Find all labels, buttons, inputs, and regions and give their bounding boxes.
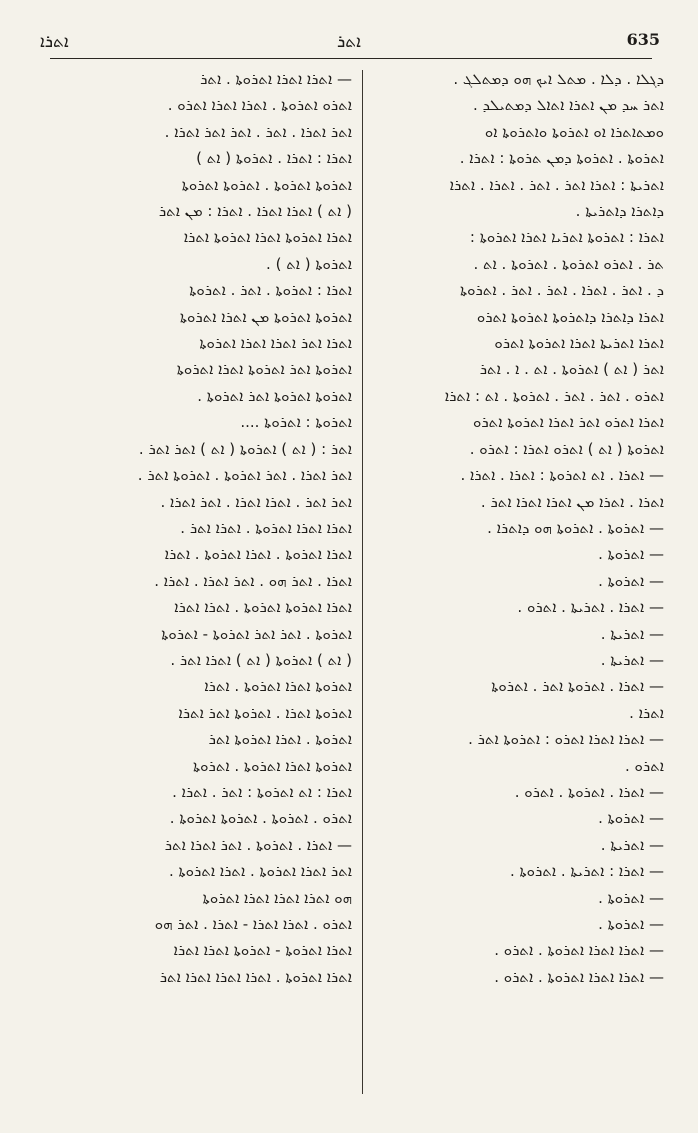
page-number: 635 bbox=[626, 30, 660, 49]
text-line: ܐܬܪܘܬܐ ( ܐܬ ) . bbox=[266, 254, 352, 273]
text-line: ܐܬܪܝܬܐ : ܐܬܪܐ ܐܬܪ . ܐܬܪ . ܐܬܪܐ . ܐܬܪܐ bbox=[449, 175, 664, 194]
text-line: ܐܬܪ ܐܬܪ . ܐܬܪܐ ܐܬܪܐ . ܐܬܪ ܐܬܪܐ . bbox=[160, 492, 352, 511]
text-line: ܐܬܪܐ . bbox=[629, 703, 664, 722]
text-line: ܕ . ܐܬܪ . ܐܬܪܐ . ܐܬܪ . ܐܬܪ . ܐܬܪܘܬܐ bbox=[459, 281, 664, 300]
text-line: ܗܘ ܐܬܪܐ ܐܬܪܐ ܐܬܪܐ ܐܬܪܘܬܐ bbox=[202, 888, 352, 907]
text-line: ܬܪ . ܐܬܪܘ ܐܬܪܘܬܐ . ܐܬܪܘܬܐ . ܐܬ . bbox=[473, 254, 664, 273]
text-line: ܐܬܪܐ . ܐܬܪ ܗܘ . ܐܬܪ ܐܬܪܐ . ܐܬܪܐ . bbox=[154, 571, 352, 590]
text-line: ܐܬܪܘܬܐ ( ܐܬ ) ܐܬܪܘ ܐܬܪܐ : ܐܬܪܘ . bbox=[469, 439, 664, 458]
text-line: ܕܓܠܐ . ܕܠܐ . ܡܬܠ ܐܝܟ ܗܘ ܕܡܬܠܓ . bbox=[453, 70, 664, 88]
text-line: ܐܬܪܘܬܐ ܐܬܪܐ ܐܬܪܘܬܐ . ܐܬܪܐ bbox=[204, 677, 352, 696]
text-line: — ܐܬܪܘܬܐ . bbox=[598, 888, 664, 907]
text-line: — ܐܬܪܘܬܐ . bbox=[598, 809, 664, 828]
text-line: ܐܬܪܐ ܐܬܪ ܐܬܪܐ ܐܬܪܐ ܐܬܪܘܬܐ bbox=[199, 334, 352, 353]
text-line: — ܐܬܪܐ : ܐܬܪܝܬܐ . ܐܬܪܘܬܐ . bbox=[509, 862, 664, 881]
text-line: ܐܬܪܘܬܐ ܐܬܪܘܬܐ ܡܢ ܐܬܪܐ ܐܬܪܘܬܐ bbox=[179, 307, 352, 326]
text-line: ܐܬܪܐ ܐܬܪܘܬܐ ܐܬܪܐ ܐܬܪܘܬܐ ܐܬܪܐ bbox=[183, 228, 352, 247]
text-line: — ܐܬܪܐ . ܐܬܪܘܬܐ ܐܬܪ . ܐܬܪܘܬܐ bbox=[491, 677, 664, 696]
text-line: ܐܬܪ ܐܬܪܐ . ܐܬܪ ܐܬܪܘܬܐ . ܐܬܪܘܬܐ ܐܬܪ . bbox=[137, 466, 352, 485]
text-line: ܐܬܪܘ . ܐܬܪܐ ܐܬܪܐ - ܐܬܪܐ . ܐܬܪ ܗܘ bbox=[154, 915, 352, 933]
text-line: — ܐܬܪܐ ܐܬܪܐ ܐܬܪܘܬܐ . ܐܬܪܘ . bbox=[494, 967, 664, 986]
right-text-column bbox=[374, 66, 664, 1106]
text-line: ܐܬܪܘܬܐ ܐܬܪܐ ܐܬܪܘܬܐ . ܐܬܪܘܬܐ bbox=[193, 756, 352, 775]
center-running-head: ܐܬܪ bbox=[337, 32, 361, 52]
text-line: ܐܬܪܐ ܐܬܪܝܬܐ ܐܬܪܐ ܐܬܪܘܬܐ ܐܬܪܘ bbox=[494, 334, 664, 353]
text-line: — ܐܬܪܐ . ܐܬܪܘܬܐ . ܐܬܪܘ . bbox=[514, 782, 664, 801]
text-line: ( ܐܬ ) ܐܬܪܘܬܐ ( ܐܬ ) ܐܬܪܐ ܐܬܪ . bbox=[170, 650, 352, 669]
header-rule bbox=[50, 58, 652, 59]
text-line: ܐܬܪܐ ܐܬܪܘܬܐ . ܐܬܪܐ ܐܬܪܐ ܐܬܪܐ ܐܬܪ bbox=[159, 967, 352, 986]
text-line: ܐܬܪܐ ܐܬܪܘܬܐ - ܐܬܪܘܬܐ ܐܬܪܐ ܐܬܪܐ bbox=[173, 941, 352, 960]
left-running-head: ܐܬܪܐ bbox=[40, 32, 69, 52]
text-line: — ܐܬܪܐ ܐܬܪܐ ܐܬܪܘܬܐ . ܐܬܪܘ . bbox=[494, 941, 664, 960]
text-line: ܐܬܪܘܬܐ ܐܬܪ ܐܬܪܘܬܐ ܐܬܪܐ ܐܬܪܘܬܐ bbox=[176, 360, 352, 379]
column-divider bbox=[362, 70, 363, 1094]
text-line: — ܐܬܪܐ . ܐܬܪܝܬܐ . ܐܬܪܘ . bbox=[517, 598, 664, 617]
left-text-column bbox=[56, 66, 352, 1106]
text-line: ܐܬܪܐ : ܐܬܪܐ . ܐܬܪܘܬܐ ( ܐܬ ) bbox=[196, 149, 352, 168]
text-line: ܐܬܪܐ ܕܐܬܪܐ ܕܐܬܪܘܬܐ ܐܬܪܘܬܐ ܐܬܪܘ bbox=[476, 307, 664, 326]
text-line: ܐܬܪܐ . ܐܬܪܐ ܡܢ ܐܬܪܐ ܐܬܪܐ ܐܬܪ . bbox=[480, 492, 664, 511]
text-line: ܐܬܪܘܬܐ ܐܬܪܐ . ܐܬܪܘܬܐ ܐܬܪ ܐܬܪܐ bbox=[178, 703, 352, 722]
text-line: ܐܬܪܘܬܐ . ܐܬܪܘܬܐ ܕܡܢ ܬܪܘܬܐ : ܐܬܪܐ . bbox=[459, 149, 664, 168]
text-line: — ܐܬܪܘܬܐ . bbox=[598, 545, 664, 564]
text-line: ܐܬܪܐ : ܐܬܪܘܬܐ . ܐܬܪ . ܐܬܪܘܬܐ bbox=[189, 281, 352, 300]
text-line: — ܐܬܪܐ ܐܬܪܐ ܐܬܪܘ : ܐܬܪܘܬܐ ܐܬܪ . bbox=[468, 730, 664, 749]
text-line: ܐܬܪ ( ܐܬ ) ܐܬܪܘܬܐ . ܐܬ . ܐ . ܐܬܪ bbox=[479, 360, 664, 379]
text-line: ܕܐܬܪܐ ܕܐܬܪܝܬܐ . bbox=[575, 202, 664, 221]
text-line: — ܐܬܪܘܬܐ . bbox=[598, 915, 664, 933]
text-line: ܐܬܪܘܬܐ ܐܬܪܘܬܐ ܐܬܪ ܐܬܪܘܬܐ . bbox=[197, 386, 352, 405]
text-line: — ܐܬܪܝܬܐ . bbox=[600, 835, 664, 854]
text-line: ܐܬܪܘܬܐ . ܐܬܪܐ ܐܬܪܘܬܐ ܐܬܪ bbox=[208, 730, 352, 749]
text-line: — ܐܬܪܐ . ܐܬܪܘܬܐ . ܐܬܪ ܐܬܪܐ ܐܬܪ bbox=[164, 835, 352, 854]
text-line: ܐܬܪܐ : ܐܬ ܐܬܪܘܬܐ : ܐܬܪ . ܐܬܪܐ . bbox=[172, 782, 352, 801]
text-line: ܐܬܪܘܬܐ : ܐܬܪܘܬܐ .... bbox=[240, 413, 352, 432]
text-line: ( ܐܬ ) ܐܬܪܐ ܐܬܪܐ . ܐܬܪܐ : ܡܢ ܐܬܪ bbox=[158, 202, 352, 221]
text-line: ܐܬܪ ܐܬܪܐ ܐܬܪܘܬܐ . ܐܬܪܐ ܐܬܪܘܬܐ . bbox=[168, 862, 352, 881]
text-line: — ܐܬܪܝܬܐ . bbox=[600, 650, 664, 669]
text-line: — ܐܬܪܘܬܐ . bbox=[598, 571, 664, 590]
text-line: — ܐܬܪܐ . ܐܬ ܐܬܪܘܬܐ : ܐܬܪܐ . ܐܬܪܐ . bbox=[460, 466, 664, 485]
text-line: — ܐܬܪܘܬܐ . ܐܬܪܘܬܐ ܗܘ ܕܐܬܪܐ . bbox=[487, 518, 664, 537]
text-line: ܐܬܪܐ ܐܬܪܘܬܐ ܐܬܪܘܬܐ . ܐܬܪܐ ܐܬܪܐ bbox=[174, 598, 352, 617]
text-line: ܐܬܪܘ ܐܬܪܘܬܐ . ܐܬܪܐ ܐܬܪܐ ܐܬܪܘ . bbox=[167, 96, 352, 115]
text-line: ܐܬܪ : ( ܐܬ ) ܐܬܪܘܬܐ ( ܐܬ ) ܐܬܪ ܐܬܪ . bbox=[138, 439, 352, 458]
text-line: ܐܬܪܐ ܐܬܪܘܬܐ . ܐܬܪܐ ܐܬܪܘܬܐ . ܐܬܪܐ bbox=[164, 545, 352, 564]
text-line: ܐܬܪܐ ܐܬܪܘ ܐܬܪ ܐܬܪܐ ܐܬܪܘܬܐ ܐܬܪܘ bbox=[472, 413, 664, 432]
text-line: ܐܬܪ ܚܕ ܡܢ ܐܬܪܐ ܐܬܐܠ ܕܡܬܝܠܕ . bbox=[473, 96, 664, 115]
text-line: ܘܡܬܐܬܪܐ ܐܘ ܐܬܪܘܬܐ ܘܐܬܪܘܬܐ ܐܘ bbox=[484, 122, 664, 141]
text-line: ܐܬܪܘܬܐ . ܐܬܪ ܐܬܪ ܐܬܪܘܬܐ - ܐܬܪܘܬܐ bbox=[161, 624, 352, 643]
text-line: — ܐܬܪܐ ܐܬܪܐ ܐܬܪܘܬܐ . ܐܬܪ bbox=[200, 70, 352, 88]
text-line: ܐܬܪܘ . ܐܬܪ . ܐܬܪ . ܐܬܪܘܬܐ . ܐܬ : ܐܬܪܐ bbox=[444, 386, 664, 405]
text-line: ܐܬܪܘ . bbox=[625, 756, 664, 775]
text-line: ܐܬܪܐ : ܐܬܪܘܬܐ ܐܬܪܝܐ ܐܬܪܐ ܐܬܪܘܬܐ : bbox=[469, 228, 664, 247]
page-header bbox=[30, 26, 668, 54]
text-line: — ܐܬܪܝܬܐ . bbox=[600, 624, 664, 643]
text-line: ܐܬܪܐ ܐܬܪܐ ܐܬܪܘܬܐ . ܐܬܪܐ ܐܬܪ . bbox=[180, 518, 352, 537]
text-line: ܐܬܪ ܐܬܪܐ . ܐܬܪ . ܐܬܪ ܐܬܪ ܐܬܪܐ . bbox=[164, 122, 352, 141]
text-line: ܐܬܪܘ . ܐܬܪܘܬܐ . ܐܬܪܘܬܐ ܐܬܪܘܬܐ . bbox=[169, 809, 352, 828]
text-line: ܐܬܪܘܬܐ ܐܬܪܘܬܐ . ܐܬܪܘܬܐ ܐܬܪܘܬܐ bbox=[181, 175, 352, 194]
